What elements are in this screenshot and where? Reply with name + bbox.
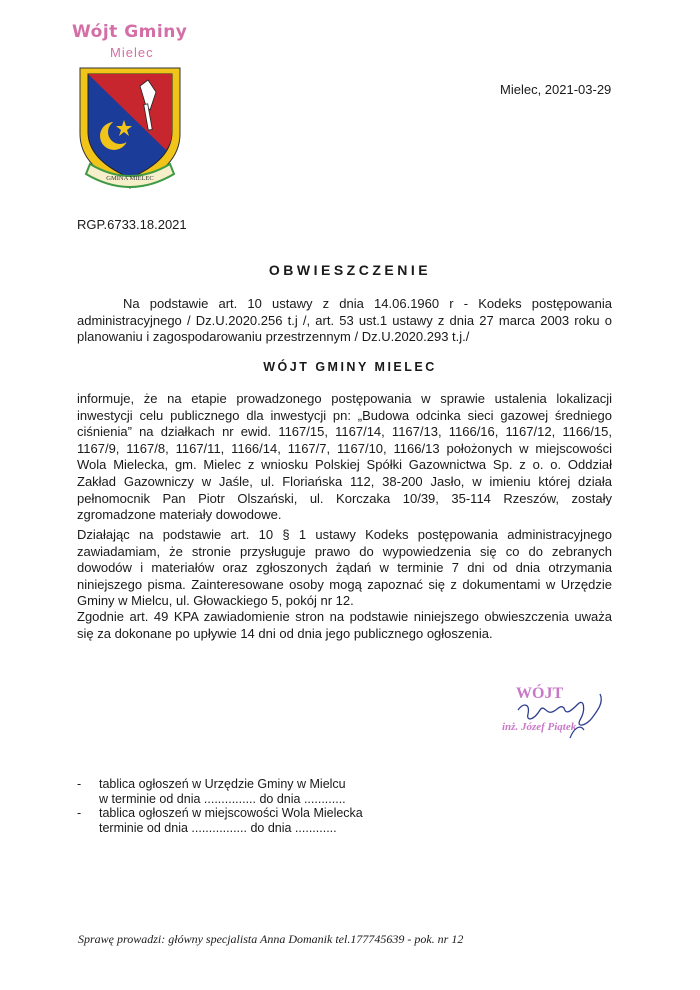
stamp-title: Wójt Gminy [72,22,188,42]
announcement-paragraph: informuje, że na etapie prowadzonego postępowania w sprawie ustalenia lokalizacji inwestycji celu publicznego dla inwestycji pn: „Budowa odcinka sieci gazowej średniego ciśnienia” na działkach nr ewid. 1167/15, 1167/14, 1167/13, 1166/16, 1167/12, 1166/15, 1167/9, 1167/8, 1167/11, 1166/14, 1167/7, 1167/10, 1166/13 położonych w miejscowości Wola Mielecka, gm. Mielec z wniosku Polskiej Spółki Gazownictwa Sp. z o. o. Oddział Zakład Gazowniczy w Jaśle, ul. Floriańska 112, 38-200 Jasło, w imieniu której działa pełnomocnik Pan Piotr Olszański, ul. Korczaka 10/39, 35-114 Rzeszów, zostały zgromadzone materiały dowodowe. [77,391,612,523]
signature-name: inż. Józef Piątek [502,721,577,733]
signature-title: WÓJT [516,685,564,702]
distribution-item: - tablica ogłoszeń w Urzędzie Gminy w Mielcu w terminie od dnia ............... do dnia ............ [77,777,346,806]
document-title: OBWIESZCZENIE [268,262,432,278]
distribution-text: tablica ogłoszeń w miejscowości Wola Mielecka [99,806,363,820]
signature-stamp [500,680,620,750]
ribbon-text: GMINA MIELEC [106,175,154,182]
authority-heading: WÓJT GMINY MIELEC [263,360,437,374]
coat-of-arms-logo [76,64,184,192]
footer-contact: Sprawę prowadzi: główny specjalista Anna Domanik tel.177745639 - pok. nr 12 [78,932,464,946]
stamp-subtitle: Mielec [110,45,154,60]
legal-basis-paragraph: Na podstawie art. 10 ustawy z dnia 14.06.1960 r - Kodeks postępowania administracyjnego / Dz.U.2020.256 t.j /, art. 53 ust.1 ustawy z dnia 27 marca 2003 roku o planowaniu i zagospodarowaniu przestrzennym / Dz.U.2020.293 t.j./ [77,296,612,345]
notification-paragraph: Działając na podstawie art. 10 § 1 ustawy Kodeks postępowania administracyjnego zawiadamiam, że stronie przysługuje prawo do wypowiedzenia się co do zebranych dowodów i materiałów oraz zgłoszonych żądań w terminie 7 dni od dnia otrzymania niniejszego pisma. Zainteresowane osoby mogą zapoznać się z dokumentami w Urzędzie Gminy w Mielcu, ul. Głowackiego 5, pokój nr 12. [77,527,612,609]
distribution-dates: terminie od dnia ................ do dnia ............ [99,821,337,835]
distribution-text: tablica ogłoszeń w Urzędzie Gminy w Mielcu [99,777,346,791]
kpa-paragraph: Zgodnie art. 49 KPA zawiadomienie stron na podstawie niniejszego obwieszczenia uważa się za dokonane po upływie 14 dni od dnia jego publicznego ogłoszenia. [77,609,612,641]
reference-number: RGP.6733.18.2021 [77,217,187,232]
document-date: Mielec, 2021-03-29 [500,82,612,97]
distribution-dates: w terminie od dnia ............... do dnia ............ [99,792,346,806]
distribution-item: - tablica ogłoszeń w miejscowości Wola Mielecka terminie od dnia ................ do dnia ............ [77,806,363,835]
